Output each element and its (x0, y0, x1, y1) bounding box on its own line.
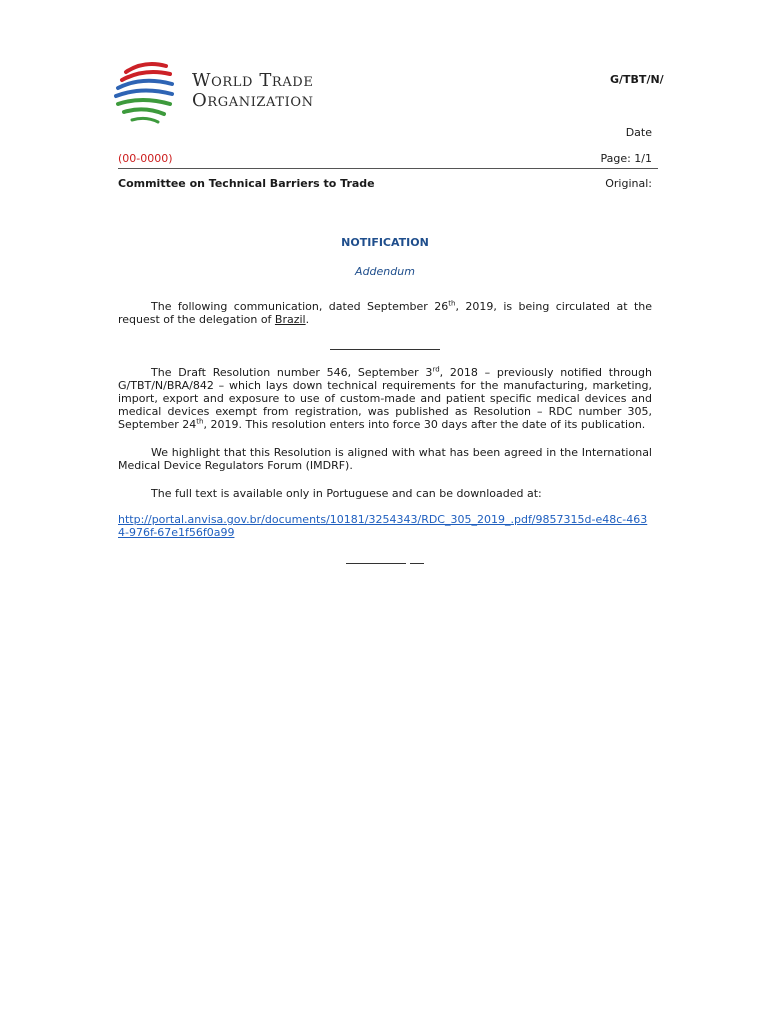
intro-sup: th (448, 299, 456, 308)
committee-name: Committee on Technical Barriers to Trade (118, 177, 375, 190)
resolution-text-b: , 2018 – previously notified through G/TBT/N/BRA/842 – which lays down technical requirements for the manufacturing, marketing, import, export and exposure to use of custom-made and patient specific medical devices and medical devices exempt from registration, was published as Resolution – RDC number 305, September 24 (118, 366, 652, 431)
intro-end: . (305, 313, 310, 326)
date-label: Date (625, 126, 652, 139)
page-indicator: Page: 1/1 (600, 152, 652, 165)
paragraph-fulltext (118, 487, 652, 500)
intro-text-b: , 2019, is being circulated at the request of the delegation of (118, 300, 652, 326)
resolution-sup-1: rd (432, 365, 440, 374)
imdrf-text: We highlight that this Resolution is aligned with what has been agreed in the International Medical Device Regulators Forum (IMDRF). (118, 446, 652, 472)
org-name-line2: Organization (192, 90, 314, 111)
download-link[interactable]: http://portal.anvisa.gov.br/documents/10181/3254343/RDC_305_2019_.pdf/9857315d-e48c-4634-976f-67e1f56f0a99 (118, 513, 648, 539)
delegation-country: Brazil (274, 313, 306, 326)
paragraph-imdrf (118, 446, 652, 472)
addendum-subtitle: Addendum (355, 265, 415, 278)
header-divider (118, 168, 658, 169)
resolution-sup-2: th (196, 417, 204, 426)
intro-text-a: The following communication, dated September 26 (151, 300, 449, 313)
organization-name (192, 71, 314, 111)
notification-title: NOTIFICATION (341, 236, 429, 249)
end-separator-left (346, 563, 406, 564)
paragraph-resolution (118, 366, 652, 431)
org-name-line1: World Trade (192, 70, 314, 91)
original-language-label: Original: (605, 177, 652, 190)
section-separator (330, 349, 440, 350)
end-separator-right (410, 563, 424, 564)
resolution-text-c: , 2019. This resolution enters into force 30 days after the date of its publication. (203, 418, 646, 431)
document-symbol: G/TBT/N/ (610, 73, 664, 86)
fulltext-text: The full text is available only in Portuguese and can be downloaded at: (151, 487, 542, 500)
document-number: (00-0000) (118, 152, 173, 165)
paragraph-intro (118, 300, 652, 326)
resolution-text-a: The Draft Resolution number 546, September 3 (151, 366, 433, 379)
